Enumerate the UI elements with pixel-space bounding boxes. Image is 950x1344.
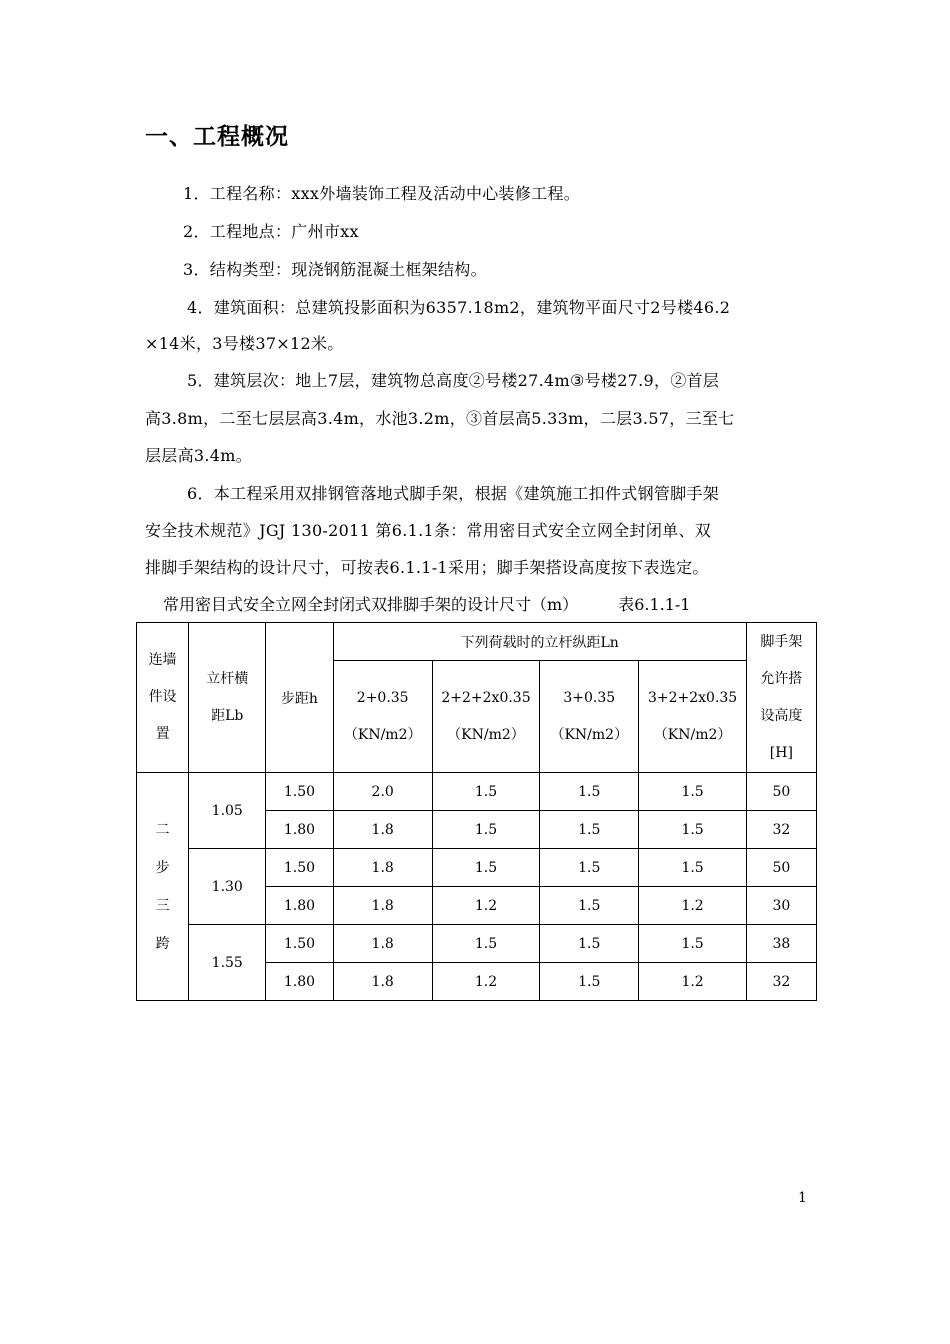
scaffold-design-table — [136, 622, 817, 1001]
table-header-row-1 — [137, 623, 817, 661]
ln-cell: 1.5 — [639, 773, 746, 811]
step-cell: 1.50 — [266, 925, 333, 963]
item-floors-line-3: 层层高3.4m。 — [145, 446, 253, 465]
ln-cell: 1.5 — [540, 811, 639, 849]
height-cell: 32 — [746, 963, 816, 1001]
ln-cell: 1.5 — [540, 925, 639, 963]
setting-char: 二 — [155, 821, 170, 838]
table-row — [137, 849, 817, 887]
header-height-line: 允许搭 — [760, 670, 803, 687]
lb-cell: 1.05 — [189, 773, 266, 849]
load-value: 2+0.35 — [356, 689, 409, 706]
step-cell: 1.80 — [266, 963, 333, 1001]
ln-cell: 1.2 — [639, 887, 746, 925]
header-lb-line: 立杆横 — [206, 670, 249, 687]
item-area-line-2: ×14米，3号楼37×12米。 — [145, 334, 344, 353]
ln-cell: 1.8 — [333, 963, 432, 1001]
header-load-2 — [432, 661, 539, 773]
ln-cell: 1.5 — [639, 849, 746, 887]
item-project-location: 2．工程地点：广州市xx — [183, 222, 359, 241]
item-area-line-1: 4．建筑面积：总建筑投影面积为6357.18m2，建筑物平面尺寸2号楼46.2 — [187, 298, 731, 317]
header-wall-tie-line: 件设 — [148, 689, 177, 705]
item-floors-line-1: 5．建筑层次：地上7层，建筑物总高度②号楼27.4m③号楼27.9，②首层 — [187, 371, 720, 390]
load-value: 3+2+2x0.35 — [647, 689, 738, 706]
ln-cell: 2.0 — [333, 773, 432, 811]
ln-cell: 1.8 — [333, 925, 432, 963]
ln-cell: 1.5 — [639, 925, 746, 963]
load-value: 2+2+2x0.35 — [441, 689, 531, 706]
item-floors-line-2: 高3.8m，二至七层层高3.4m，水池3.2m，③首层高5.33m，二层3.57，三至七 — [145, 409, 735, 428]
table-caption — [163, 592, 691, 615]
item-scaffold-line-1: 6．本工程采用双排钢管落地式脚手架，根据《建筑施工扣件式钢管脚手架 — [187, 484, 720, 503]
height-cell: 32 — [746, 811, 816, 849]
height-cell: 30 — [746, 887, 816, 925]
load-unit: （KN/m2） — [550, 726, 629, 743]
header-height-line: 脚手架 — [760, 633, 803, 650]
load-unit: （KN/m2） — [447, 726, 525, 743]
item-project-name: 1．工程名称：xxx外墙装饰工程及活动中心装修工程。 — [183, 184, 581, 203]
height-cell: 50 — [746, 849, 816, 887]
ln-cell: 1.5 — [540, 963, 639, 1001]
load-unit: （KN/m2） — [343, 726, 422, 743]
setting-char: 步 — [155, 859, 170, 876]
item-structure-type: 3．结构类型：现浇钢筋混凝土框架结构。 — [183, 260, 487, 279]
header-lb-line: 距Lb — [211, 707, 244, 724]
height-cell: 38 — [746, 925, 816, 963]
table-caption-title: 常用密目式安全立网全封闭式双排脚手架的设计尺寸（m） — [163, 595, 579, 614]
step-cell: 1.80 — [266, 887, 333, 925]
setting-char: 三 — [155, 897, 170, 914]
ln-cell: 1.2 — [432, 887, 539, 925]
lb-cell: 1.55 — [189, 925, 266, 1001]
header-height-line: [H] — [769, 744, 793, 761]
setting-char: 跨 — [155, 935, 170, 952]
ln-cell: 1.5 — [432, 811, 539, 849]
load-value: 3+0.35 — [563, 689, 616, 706]
step-cell: 1.50 — [266, 849, 333, 887]
ln-cell: 1.5 — [540, 773, 639, 811]
header-wall-tie-line: 连墙 — [148, 652, 177, 668]
header-load-1 — [333, 661, 432, 773]
item-scaffold-line-3: 排脚手架结构的设计尺寸，可按表6.1.1-1采用；脚手架搭设高度按下表选定。 — [145, 558, 709, 577]
ln-cell: 1.5 — [432, 773, 539, 811]
header-load-3 — [540, 661, 639, 773]
ln-cell: 1.5 — [432, 925, 539, 963]
header-lb — [189, 623, 266, 773]
header-wall-tie — [137, 623, 189, 773]
ln-cell: 1.8 — [333, 849, 432, 887]
table-row — [137, 773, 817, 811]
lb-cell: 1.30 — [189, 849, 266, 925]
height-cell: 50 — [746, 773, 816, 811]
ln-cell: 1.8 — [333, 811, 432, 849]
step-cell: 1.50 — [266, 773, 333, 811]
load-unit: （KN/m2） — [653, 726, 732, 743]
ln-cell: 1.5 — [540, 849, 639, 887]
step-cell: 1.80 — [266, 811, 333, 849]
header-height — [746, 623, 816, 773]
header-wall-tie-line: 置 — [155, 726, 170, 742]
ln-cell: 1.2 — [432, 963, 539, 1001]
page-number: 1 — [798, 1190, 807, 1206]
header-step: 步距h — [266, 623, 333, 773]
ln-cell: 1.8 — [333, 887, 432, 925]
item-scaffold-line-2: 安全技术规范》JGJ 130-2011 第6.1.1条：常用密目式安全立网全封闭单、双 — [145, 521, 712, 540]
header-load-4 — [639, 661, 746, 773]
table-row — [137, 925, 817, 963]
ln-cell: 1.2 — [639, 963, 746, 1001]
ln-cell: 1.5 — [432, 849, 539, 887]
table-number: 表6.1.1-1 — [618, 595, 691, 614]
ln-cell: 1.5 — [639, 811, 746, 849]
setting-cell — [137, 773, 189, 1001]
header-height-line: 设高度 — [760, 707, 803, 724]
section-heading: 一、工程概况 — [145, 124, 289, 150]
header-ln-group: 下列荷载时的立杆纵距Ln — [333, 623, 746, 661]
ln-cell: 1.5 — [540, 887, 639, 925]
